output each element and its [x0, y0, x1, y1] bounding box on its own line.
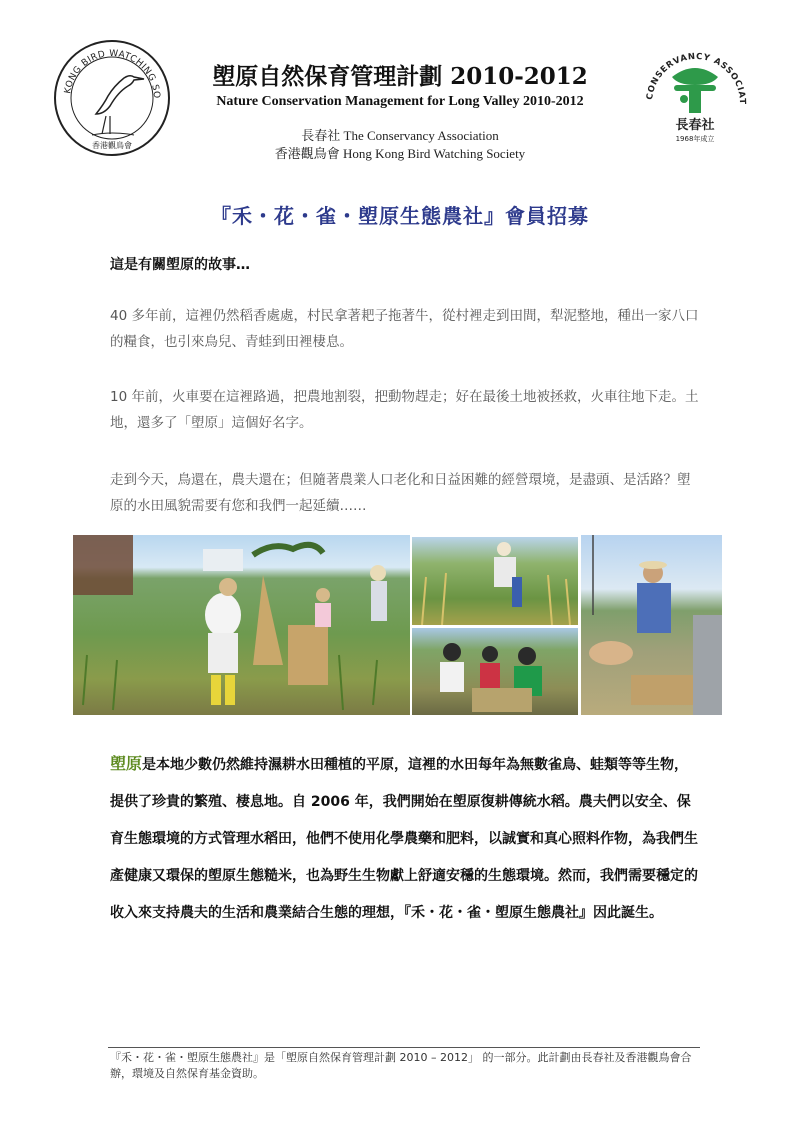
photo-farmers-harvest — [73, 535, 410, 715]
conservancy-logo-text: CONSERVANCY ASSOCIAT — [645, 51, 748, 106]
hkbws-logo-chinese: 香港觀鳥會 — [92, 141, 132, 150]
photo-volunteers — [412, 628, 578, 715]
story-heading: 這是有關塱原的故事… — [110, 257, 250, 273]
story-paragraph-2: 10 年前，火車要在這裡路過，把農地割裂，把動物趕走；好在最後土地被拯救，火車往地下走。土地，還多了「塱原」這個好名字。 — [110, 389, 699, 431]
plan-subtitle: Nature Conservation Management for Long Valley 2010-2012 — [216, 94, 584, 109]
conservancy-logo-name: 長春社 — [675, 118, 715, 133]
story-paragraph-1: 40 多年前，這裡仍然稻香處處，村民拿著耙子拖著牛，從村裡走到田間，犁泥整地，種出一家八口的糧食，也引來鳥兒、青蛙到田裡棲息。 — [110, 308, 699, 350]
footer-note: 『禾・花・雀・塱原生態農社』是「塱原自然保育管理計劃 2010 – 2012」 的一部分。此計劃由長春社及香港觀鳥會合辦，環境及自然保育基金資助。 — [110, 1051, 692, 1080]
photo-rice-hands — [581, 535, 722, 715]
photo-farmer-rice — [412, 537, 578, 625]
footer-divider — [108, 1047, 700, 1048]
plan-title: 塱原自然保育管理計劃 2010-2012 — [212, 63, 588, 90]
long-valley-intro-text: 是本地少數仍然維持濕耕水田種植的平原，這裡的水田每年為無數雀鳥、蛙類等等生物，提供了珍貴的繁殖、棲息地。自 2006 年，我們開始在塱原復耕傳統水稻。農夫們以安全、保育生態環境的方式管理水稻田，他們不使用化學農藥和肥料，以誠實和真心照料作物，為我們生產健康又環保的塱原生態糙米，也為野生生物獻上舒適安穩的生態環境。然而，我們需要穩定的收入來支持農夫的生活和農業結合生態的理想，『禾・花・雀・塱原生態農社』因此誕生。 — [110, 757, 698, 921]
organizer-hkbws: 香港觀鳥會 Hong Kong Bird Watching Society — [274, 146, 526, 161]
long-valley-intro — [110, 745, 700, 932]
long-valley-highlight: 塱原 — [110, 754, 143, 773]
conservancy-logo-year: 1968年成立 — [675, 135, 715, 143]
organizer-conservancy: 長春社 The Conservancy Association — [301, 128, 499, 143]
story-paragraph-3: 走到今天，鳥還在，農夫還在；但隨著農業人口老化和日益困難的經營環境，是盡頭、是活路？塱原的水田風貌需要有您和我們一起延續…… — [110, 472, 691, 514]
membership-headline: 『禾・花・雀・塱原生態農社』會員招募 — [211, 204, 589, 228]
hkbws-logo-text: KONG BIRD WATCHING SO — [63, 48, 162, 100]
